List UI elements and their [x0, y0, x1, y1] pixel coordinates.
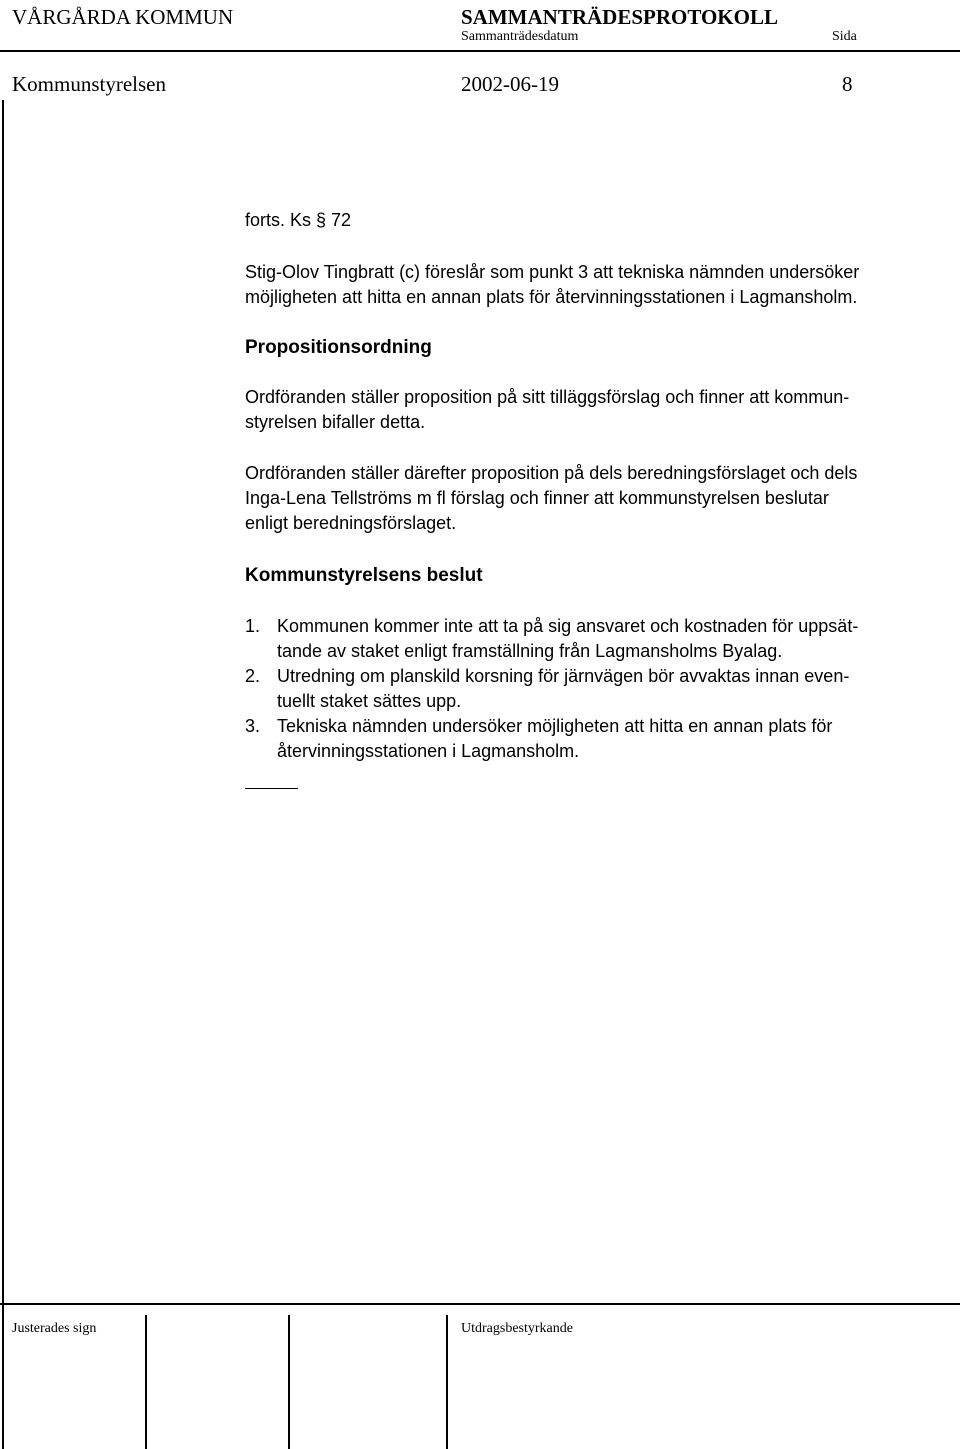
decision-item: [245, 664, 925, 714]
extract-certification-label: Utdragsbestyrkande: [461, 1321, 573, 1336]
signature-box-divider: [145, 1315, 147, 1449]
proposition-2-line: enligt beredningsförslaget.: [245, 513, 457, 533]
signature-box-divider: [288, 1315, 290, 1449]
proposal-line: Stig-Olov Tingbratt (c) föreslår som punkt 3 att tekniska nämnden undersöker: [245, 262, 860, 282]
signature-box-divider: [446, 1315, 448, 1449]
proposal-paragraph: [245, 260, 925, 310]
document-title: SAMMANTRÄDESPROTOKOLL: [461, 5, 778, 29]
municipality-name: VÅRGÅRDA KOMMUN: [12, 5, 234, 29]
meeting-date-label: Sammanträdesdatum: [461, 29, 579, 44]
decision-line: Tekniska nämnden undersöker möjligheten att hitta en annan plats för: [277, 716, 833, 736]
left-margin-rule: [2, 100, 4, 1449]
footer-rule: [0, 1303, 960, 1305]
meeting-date: 2002-06-19: [461, 72, 559, 96]
decision-number: 1.: [245, 616, 261, 636]
decision-number: 2.: [245, 666, 261, 686]
decision-line: tuellt staket sättes upp.: [277, 691, 462, 711]
decision-line: tande av staket enligt framställning från Lagmansholms Byalag.: [277, 641, 783, 661]
heading-kommunstyrelsens-beslut: Kommunstyrelsens beslut: [245, 565, 483, 586]
proposition-paragraph-1: [245, 385, 925, 435]
decision-line: återvinningsstationen i Lagmansholm.: [277, 741, 580, 761]
header-rule: [0, 50, 960, 52]
decision-item: [245, 614, 925, 664]
proposition-2-line: Inga-Lena Tellströms m fl förslag och finner att kommunstyrelsen beslutar: [245, 488, 829, 508]
page-label: Sida: [832, 29, 857, 44]
heading-propositionsordning: Propositionsordning: [245, 337, 432, 358]
proposition-2-line: Ordföranden ställer därefter proposition på dels beredningsförslaget och dels: [245, 463, 858, 483]
decision-item: [245, 714, 925, 764]
end-of-section-rule: [245, 788, 298, 789]
proposition-1-line: Ordföranden ställer proposition på sitt tilläggsförslag och finner att kommun-: [245, 387, 850, 407]
signature-label: Justerades sign: [12, 1321, 97, 1336]
section-reference: forts. Ks § 72: [245, 210, 352, 230]
proposal-line: möjligheten att hitta en annan plats för återvinningsstationen i Lagmansholm.: [245, 287, 858, 307]
decision-line: Utredning om planskild korsning för järnvägen bör avvaktas innan even-: [277, 666, 850, 686]
decision-number: 3.: [245, 716, 261, 736]
decision-line: Kommunen kommer inte att ta på sig ansvaret och kostnaden för uppsät-: [277, 616, 859, 636]
committee-name: Kommunstyrelsen: [12, 72, 166, 96]
page-number: 8: [842, 72, 853, 96]
proposition-1-line: styrelsen bifaller detta.: [245, 412, 426, 432]
proposition-paragraph-2: [245, 461, 925, 536]
